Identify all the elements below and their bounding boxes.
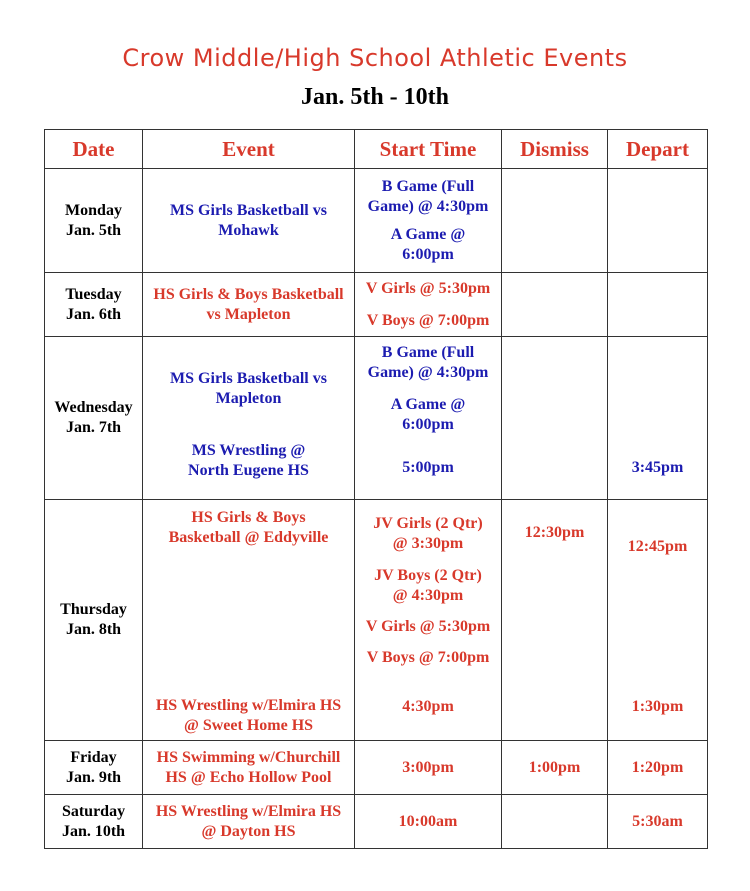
events-table <box>44 129 708 849</box>
date-range-subtitle: Jan. 5th - 10th <box>300 84 450 110</box>
start-time-cell <box>355 273 502 337</box>
date-label: Jan. 8th <box>65 621 122 638</box>
event-cell <box>143 741 355 795</box>
header-event: Event <box>143 130 355 169</box>
date-label: Jan. 5th <box>65 221 122 239</box>
event-label: HS Girls & Boys Basketball vs Mapleton <box>153 285 344 323</box>
start-time: V Boys @ 7:00pm <box>366 649 490 666</box>
table-row <box>45 337 708 500</box>
event-label: HS Girls & Boys Basketball @ Eddyville <box>168 509 329 546</box>
start-time: A Game @ 6:00pm <box>390 396 466 433</box>
day-label: Tuesday <box>65 285 122 303</box>
table-row <box>45 500 708 741</box>
start-time: JV Boys (2 Qtr) @ 4:30pm <box>374 567 482 604</box>
date-cell <box>45 500 143 741</box>
event-label: HS Swimming w/Churchill HS @ Echo Hollow Pool <box>156 748 341 786</box>
event-label: MS Wrestling @ North Eugene HS <box>188 442 309 479</box>
header-depart: Depart <box>608 130 708 169</box>
event-cell <box>143 337 355 500</box>
header-start-time: Start Time <box>355 130 502 169</box>
table-row <box>45 795 708 849</box>
dismiss-cell: 1:00pm <box>502 741 608 795</box>
date-label: Jan. 9th <box>65 768 122 786</box>
depart-cell <box>608 169 708 273</box>
event-cell <box>143 500 355 741</box>
day-label: Wednesday <box>54 399 133 416</box>
header-date: Date <box>45 130 143 169</box>
start-time: V Girls @ 5:30pm <box>365 279 491 297</box>
start-time: V Boys @ 7:00pm <box>366 311 490 329</box>
page-title: Crow Middle/High School Athletic Events <box>122 44 628 72</box>
date-cell <box>45 169 143 273</box>
depart-time: 12:45pm <box>627 538 688 555</box>
table-header-row <box>45 130 708 169</box>
start-time: JV Girls (2 Qtr) @ 3:30pm <box>373 515 483 552</box>
date-cell <box>45 795 143 849</box>
depart-cell <box>608 500 708 741</box>
date-cell <box>45 741 143 795</box>
start-time: 4:30pm <box>402 698 454 715</box>
table-row <box>45 273 708 337</box>
date-label: Jan. 10th <box>61 822 126 840</box>
dismiss-time: 12:30pm <box>524 524 585 541</box>
start-time-cell <box>355 500 502 741</box>
event-label: MS Girls Basketball vs Mohawk <box>170 201 327 239</box>
start-time-cell <box>355 169 502 273</box>
event-label: HS Wrestling w/Elmira HS @ Sweet Home HS <box>155 697 342 734</box>
dismiss-cell <box>502 795 608 849</box>
start-time-cell: 10:00am <box>355 795 502 849</box>
start-time: A Game @ 6:00pm <box>390 225 466 263</box>
start-time-cell: 3:00pm <box>355 741 502 795</box>
start-time: 5:00pm <box>402 459 454 476</box>
date-cell <box>45 273 143 337</box>
depart-time: 1:30pm <box>631 698 684 715</box>
date-label: Jan. 6th <box>65 305 122 323</box>
event-cell <box>143 795 355 849</box>
depart-time: 3:45pm <box>631 459 684 476</box>
event-label: HS Wrestling w/Elmira HS @ Dayton HS <box>155 802 342 840</box>
start-time-cell <box>355 337 502 500</box>
event-cell <box>143 169 355 273</box>
dismiss-cell <box>502 337 608 500</box>
depart-cell <box>608 273 708 337</box>
date-label: Jan. 7th <box>65 419 122 436</box>
day-label: Thursday <box>60 601 127 618</box>
table-row <box>45 741 708 795</box>
day-label: Friday <box>70 748 117 766</box>
day-label: Saturday <box>61 802 126 820</box>
event-cell <box>143 273 355 337</box>
date-cell <box>45 337 143 500</box>
depart-cell: 5:30am <box>608 795 708 849</box>
dismiss-cell <box>502 273 608 337</box>
start-time: V Girls @ 5:30pm <box>365 618 491 635</box>
header-dismiss: Dismiss <box>502 130 608 169</box>
depart-cell <box>608 337 708 500</box>
event-label: MS Girls Basketball vs Mapleton <box>170 370 327 407</box>
start-time: B Game (Full Game) @ 4:30pm <box>367 344 489 381</box>
depart-cell: 1:20pm <box>608 741 708 795</box>
dismiss-cell <box>502 169 608 273</box>
start-time: B Game (Full Game) @ 4:30pm <box>367 177 489 215</box>
dismiss-cell <box>502 500 608 741</box>
day-label: Monday <box>65 201 122 219</box>
table-row <box>45 169 708 273</box>
